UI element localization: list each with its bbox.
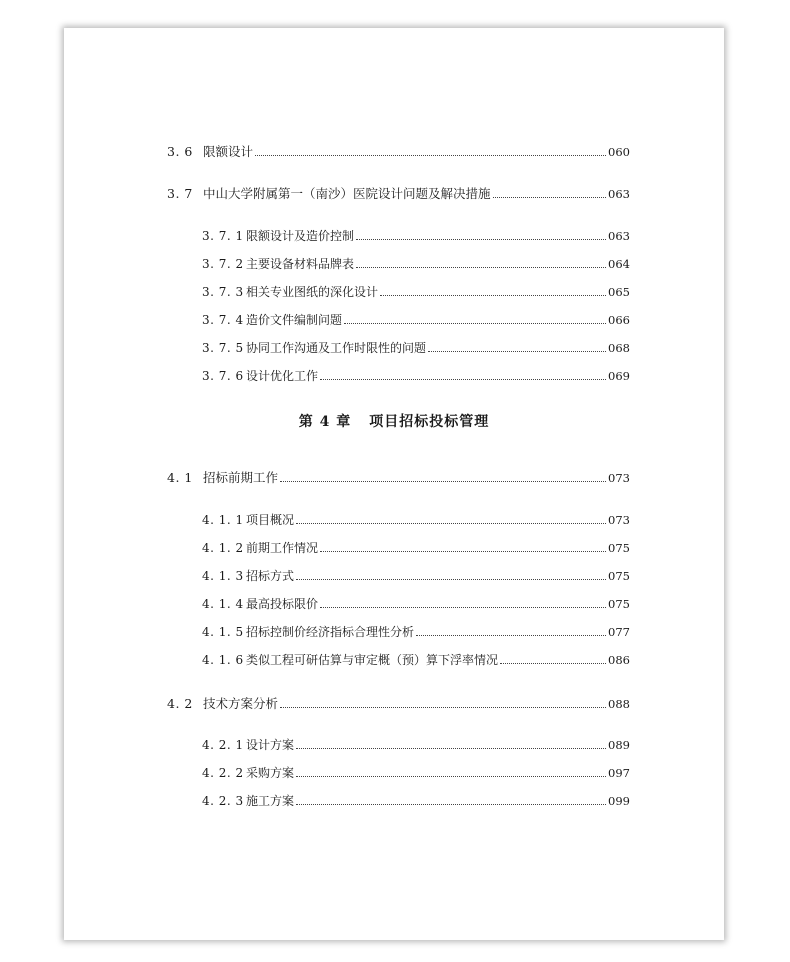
section-title: 采购方案: [246, 766, 295, 780]
section-number: 4. 1. 3: [202, 569, 244, 583]
dot-leader: [296, 523, 606, 524]
dot-leader: [428, 351, 606, 352]
dot-leader: [280, 707, 606, 708]
page-number: 073: [608, 513, 630, 527]
section-title: 主要设备材料品牌表: [246, 257, 355, 271]
section-title: 造价文件编制问题: [246, 313, 343, 327]
section-number: 3. 7. 2: [202, 257, 244, 271]
section-number: 3. 7. 4: [202, 313, 244, 327]
page-number: 089: [608, 738, 630, 752]
toc-entry[interactable]: [167, 143, 630, 161]
dot-leader: [320, 379, 606, 380]
section-number: 3. 7. 1: [202, 229, 244, 243]
section-title: 招标控制价经济指标合理性分析: [246, 625, 415, 639]
dot-leader: [344, 323, 606, 324]
dot-leader: [356, 239, 606, 240]
section-title: 限额设计及造价控制: [246, 229, 355, 243]
section-number: 4. 2. 3: [202, 794, 244, 808]
page-number: 068: [608, 341, 630, 355]
toc-entry[interactable]: [202, 567, 630, 585]
dot-leader: [416, 635, 606, 636]
section-title: 限额设计: [203, 144, 254, 159]
section-number: 4. 1. 1: [202, 513, 244, 527]
section-number: 4. 2. 1: [202, 738, 244, 752]
page-number: 064: [608, 257, 630, 271]
dot-leader: [320, 551, 606, 552]
toc-entry[interactable]: [167, 185, 630, 203]
toc-entry[interactable]: [202, 539, 630, 557]
section-title: 类似工程可研估算与审定概（预）算下浮率情况: [246, 653, 499, 667]
dot-leader: [493, 197, 607, 198]
toc-entry[interactable]: [202, 227, 630, 245]
chapter-heading[interactable]: [64, 411, 724, 431]
section-title: 项目概况: [246, 513, 295, 527]
section-title: 招标前期工作: [203, 470, 279, 485]
dot-leader: [296, 776, 606, 777]
toc-entry[interactable]: [167, 469, 630, 487]
dot-leader: [500, 663, 606, 664]
section-number: 4. 2. 2: [202, 766, 244, 780]
page-number: 069: [608, 369, 630, 383]
section-number: 3. 7. 3: [202, 285, 244, 299]
section-number: 3. 7: [167, 186, 193, 201]
toc-entry[interactable]: [202, 255, 630, 273]
dot-leader: [320, 607, 606, 608]
section-title: 招标方式: [246, 569, 295, 583]
section-number: 4. 1. 4: [202, 597, 244, 611]
toc-entry[interactable]: [202, 736, 630, 754]
dot-leader: [296, 579, 606, 580]
page-number: 060: [608, 145, 630, 159]
dot-leader: [296, 804, 606, 805]
page-number: 075: [608, 569, 630, 583]
toc-entry[interactable]: [202, 511, 630, 529]
page-number: 075: [608, 541, 630, 555]
dot-leader: [380, 295, 606, 296]
toc-entry[interactable]: [202, 623, 630, 641]
section-title: 最高投标限价: [246, 597, 319, 611]
chapter-title: 项目招标投标管理: [369, 414, 490, 430]
page-number: 099: [608, 794, 630, 808]
section-number: 3. 6: [167, 144, 193, 159]
toc-entry[interactable]: [202, 792, 630, 810]
section-title: 协同工作沟通及工作时限性的问题: [246, 341, 427, 355]
section-number: 4. 2: [167, 696, 193, 711]
document-page: [64, 28, 724, 940]
toc-entry[interactable]: [202, 764, 630, 782]
section-title: 设计优化工作: [246, 369, 319, 383]
section-number: 3. 7. 6: [202, 369, 244, 383]
section-number: 4. 1: [167, 470, 193, 485]
page-number: 073: [608, 471, 630, 485]
toc-entry[interactable]: [202, 367, 630, 385]
section-number: 4. 1. 6: [202, 653, 244, 667]
section-number: 3. 7. 5: [202, 341, 244, 355]
dot-leader: [255, 155, 606, 156]
dot-leader: [356, 267, 606, 268]
page-number: 088: [608, 697, 630, 711]
page-number: 077: [608, 625, 630, 639]
page-number: 086: [608, 653, 630, 667]
toc-entry[interactable]: [202, 283, 630, 301]
toc-entry[interactable]: [202, 311, 630, 329]
section-number: 4. 1. 5: [202, 625, 244, 639]
page-number: 063: [608, 229, 630, 243]
page-number: 065: [608, 285, 630, 299]
section-title: 前期工作情况: [246, 541, 319, 555]
toc-entry[interactable]: [202, 651, 630, 669]
chapter-label: 第 4 章: [298, 414, 352, 430]
toc-entry[interactable]: [202, 595, 630, 613]
dot-leader: [296, 748, 606, 749]
page-number: 075: [608, 597, 630, 611]
section-title: 施工方案: [246, 794, 295, 808]
section-number: 4. 1. 2: [202, 541, 244, 555]
page-number: 063: [608, 187, 630, 201]
section-title: 技术方案分析: [203, 696, 279, 711]
page-number: 097: [608, 766, 630, 780]
toc-entry[interactable]: [202, 339, 630, 357]
section-title: 相关专业图纸的深化设计: [246, 285, 379, 299]
page-number: 066: [608, 313, 630, 327]
section-title: 中山大学附属第一（南沙）医院设计问题及解决措施: [203, 186, 491, 201]
section-title: 设计方案: [246, 738, 295, 752]
dot-leader: [280, 481, 606, 482]
toc-entry[interactable]: [167, 695, 630, 713]
